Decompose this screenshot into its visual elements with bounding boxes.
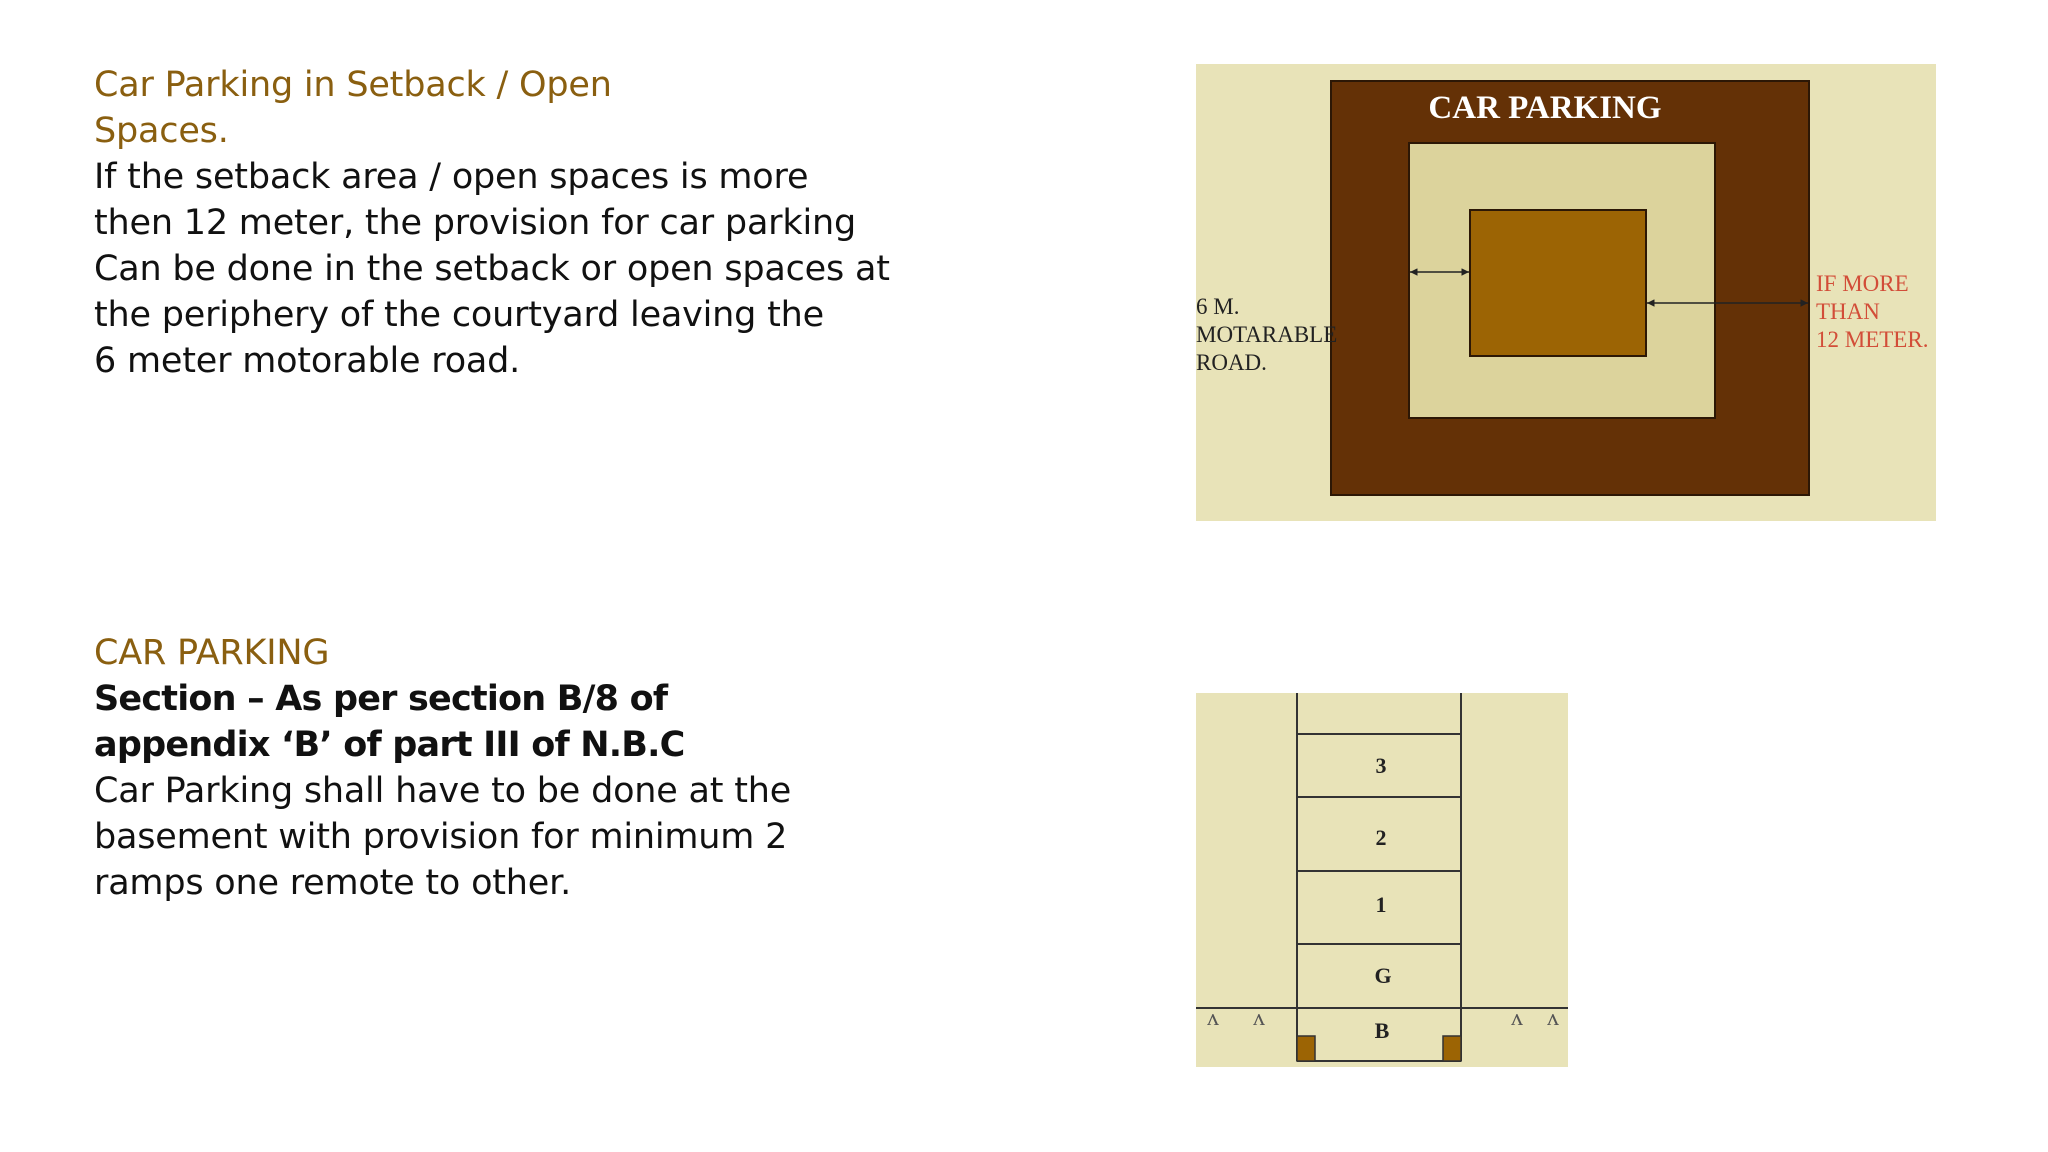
setback-body-line-5: 6 meter motorable road.	[94, 341, 521, 381]
basement-body-line-1: Car Parking shall have to be done at the	[94, 771, 792, 811]
setback-heading-line-2: Spaces.	[94, 111, 229, 151]
road-label-line-2: MOTARABLE	[1196, 322, 1338, 347]
basement-subheading-line-1: Section – As per section B/8 of	[94, 679, 668, 719]
width-label-line-2: THAN	[1816, 299, 1880, 324]
floor-label-b: B	[1374, 1018, 1390, 1043]
setback-text-block	[94, 62, 894, 384]
ground-mark-4: ʌ	[1547, 1005, 1559, 1031]
basement-body-line-3: ramps one remote to other.	[94, 863, 572, 903]
floor-label-2: 2	[1375, 825, 1387, 850]
setback-heading-line-1: Car Parking in Setback / Open	[94, 65, 612, 105]
floor-label-1: 1	[1375, 892, 1387, 917]
basement-body-line-2: basement with provision for minimum 2	[94, 817, 788, 857]
road-label-line-1: 6 M.	[1196, 294, 1240, 319]
right-ramp	[1443, 1036, 1461, 1061]
basement-subheading-line-2: appendix ‘B’ of part III of N.B.C	[94, 725, 685, 765]
plan-title: CAR PARKING	[1428, 90, 1662, 126]
width-label-line-3: 12 METER.	[1816, 327, 1929, 352]
left-ramp	[1297, 1036, 1315, 1061]
floor-label-3: 3	[1375, 753, 1387, 778]
setback-body-line-3: Can be done in the setback or open spaces at	[94, 249, 890, 289]
basement-section-diagram	[1196, 693, 1568, 1067]
setback-body-line-4: the periphery of the courtyard leaving the	[94, 295, 824, 335]
ground-mark-1: ʌ	[1207, 1005, 1219, 1031]
building-block	[1470, 210, 1646, 356]
ground-mark-2: ʌ	[1253, 1005, 1265, 1031]
setback-body-line-1: If the setback area / open spaces is more	[94, 157, 809, 197]
car-parking-plan-diagram	[1196, 64, 1936, 521]
basement-heading: CAR PARKING	[94, 633, 330, 673]
floor-label-g: G	[1374, 963, 1392, 988]
width-label-line-1: IF MORE	[1816, 271, 1909, 296]
basement-text-block	[94, 630, 854, 906]
ground-mark-3: ʌ	[1511, 1005, 1523, 1031]
road-label-line-3: ROAD.	[1196, 350, 1267, 375]
setback-body-line-2: then 12 meter, the provision for car parking	[94, 203, 856, 243]
